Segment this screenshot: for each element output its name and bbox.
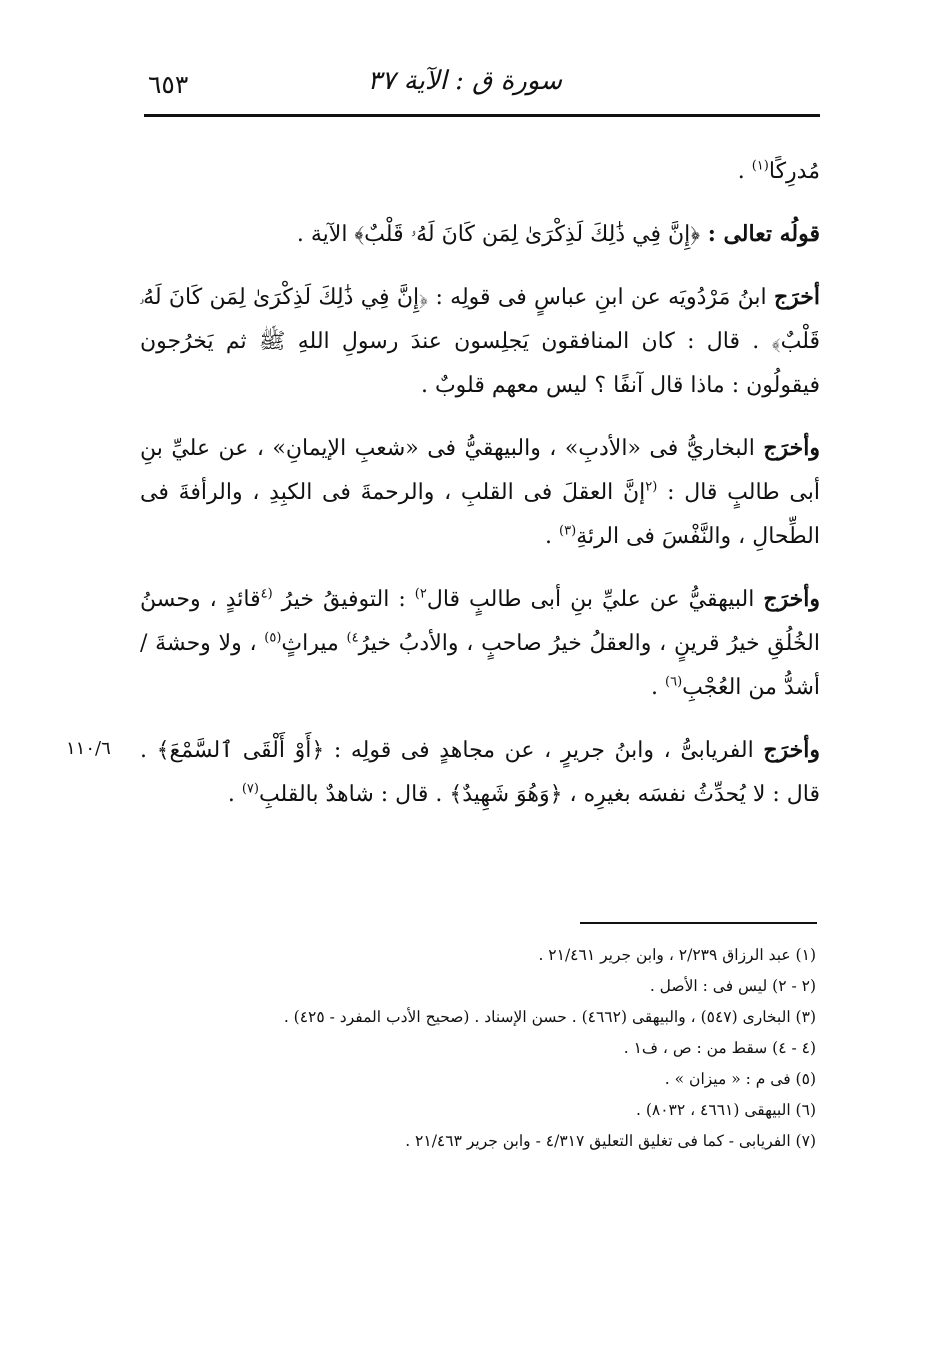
running-header-title: سورة ق : الآية ٣٧ xyxy=(367,66,562,96)
paragraph-lead: قولُه تعالى : xyxy=(700,221,820,247)
paragraph-text: الفريابىُّ ، وابنُ جريرٍ ، عن مجاهدٍ فى قولِه : ﴿أَوْ أَلْقَى ٱلسَّمْعَ﴾ . قال : لا يُحدِّثُ نفسَه بغيرِه ، ﴿وَهُوَ شَهِيدٌ﴾ . قال : شاهدٌ بالقلبِ xyxy=(140,738,820,807)
footnote-ref: (٦) xyxy=(665,674,683,690)
footnote: (٣) البخارى (٥٤٧) ، والبيهقى (٤٦٦٢) . حسن الإسناد . (صحيح الأدب المفرد - ٤٢٥) . xyxy=(283,1008,816,1026)
paragraph-end: . xyxy=(545,524,560,549)
paragraph-firyabi xyxy=(140,728,820,817)
paragraph-lead: وأخرَج xyxy=(763,586,820,612)
paragraph-text: ، ولا وحشةَ /أشدُّ من العُجْبِ xyxy=(140,631,820,700)
footnote-ref: (٣) xyxy=(559,523,577,539)
main-text xyxy=(140,150,820,835)
paragraph-end: . xyxy=(651,675,666,700)
paragraph-text: ابنُ مَرْدُويَه عن ابنِ عباسٍ فى قولِه : ﴿إِنَّ فِي ذَٰلِكَ لَذِكْرَىٰ لِمَن كَانَ لَهُۥ قَلْبٌ﴾ . قال : كان المنافقون يَجلِسون عندَ رسولِ اللهِ ﷺ ثم يَخرُجون فيقولُون : ماذا قال آنفًا ؟ ليس معهم قلوبٌ . xyxy=(140,285,820,398)
paragraph-ibn-marduyah xyxy=(140,275,820,408)
paragraph-lead: أخرَج xyxy=(773,284,820,310)
opening-line xyxy=(140,150,820,194)
paragraph-text: إنَّ العقلَ فى القلبِ ، والرحمةَ فى الكبِدِ ، والرأفةَ فى الطِّحالِ ، والنَّفْسَ فى الرئةِ xyxy=(140,480,820,549)
footnote: (٥) فى م : « ميزان » . xyxy=(664,1070,816,1088)
footnote-ref: ٢) xyxy=(414,586,427,602)
page-number: ٦٥٣ xyxy=(148,70,189,99)
footnote-rule xyxy=(580,922,817,924)
footnote: (١) عبد الرزاق ٢/٢٣٩ ، وابن جرير ٢١/٤٦١ . xyxy=(538,946,816,964)
paragraph-verse xyxy=(140,212,820,257)
paragraph-lead: وأخرَج xyxy=(763,435,820,461)
verse-text: ﴿إِنَّ فِي ذَٰلِكَ لَذِكْرَىٰ لِمَن كَانَ لَهُۥ قَلْبٌ﴾ الآية . xyxy=(296,222,701,247)
footnote: (٢ - ٢) ليس فى : الأصل . xyxy=(649,977,816,995)
margin-reference: ١١٠/٦ xyxy=(66,738,111,759)
paragraph-text: قائدٍ ، وحسنُ الخُلُقِ خيرُ قرينٍ ، والعقلُ خيرُ صاحبٍ ، والأدبُ خيرُ xyxy=(140,587,820,656)
paragraph-bayhaqi xyxy=(140,577,820,710)
footnote-ref: (١) xyxy=(751,158,769,174)
paragraph-bukhari xyxy=(140,426,820,559)
paragraph-text: ميراثٍ xyxy=(281,631,347,656)
footnote: (٦) البيهقى (٤٦٦١ ، ٨٠٣٢) . xyxy=(635,1101,816,1119)
footnote-ref: (٤ xyxy=(260,586,273,602)
footnote: (٧) الفريابى - كما فى تغليق التعليق ٤/٣١٧ - وابن جرير ٢١/٤٦٣ . xyxy=(405,1132,816,1150)
footnote-ref: ٤) xyxy=(346,630,359,646)
opening-word: مُدرِكًا xyxy=(768,159,820,184)
footnotes xyxy=(140,940,816,1157)
paragraph-text: : التوفيقُ خيرُ xyxy=(272,587,415,612)
paragraph-text: البخاريُّ فى «الأدبِ» ، والبيهقيُّ فى «شعبِ الإيمانِ» ، عن عليِّ بنِ أبى طالبٍ قال : xyxy=(140,436,820,505)
header-rule xyxy=(144,114,820,117)
footnote: (٤ - ٤) سقط من : ص ، ف١ . xyxy=(623,1039,816,1057)
paragraph-text: البيهقيُّ عن عليِّ بنِ أبى طالبٍ قال xyxy=(426,587,764,612)
opening-end: . xyxy=(737,159,752,184)
footnote-ref: (٥) xyxy=(264,630,282,646)
footnote-ref: (٧) xyxy=(241,781,259,797)
footnote-ref: (٢ xyxy=(645,479,658,495)
paragraph-lead: وأخرَج xyxy=(763,737,820,763)
paragraph-end: . xyxy=(227,782,242,807)
